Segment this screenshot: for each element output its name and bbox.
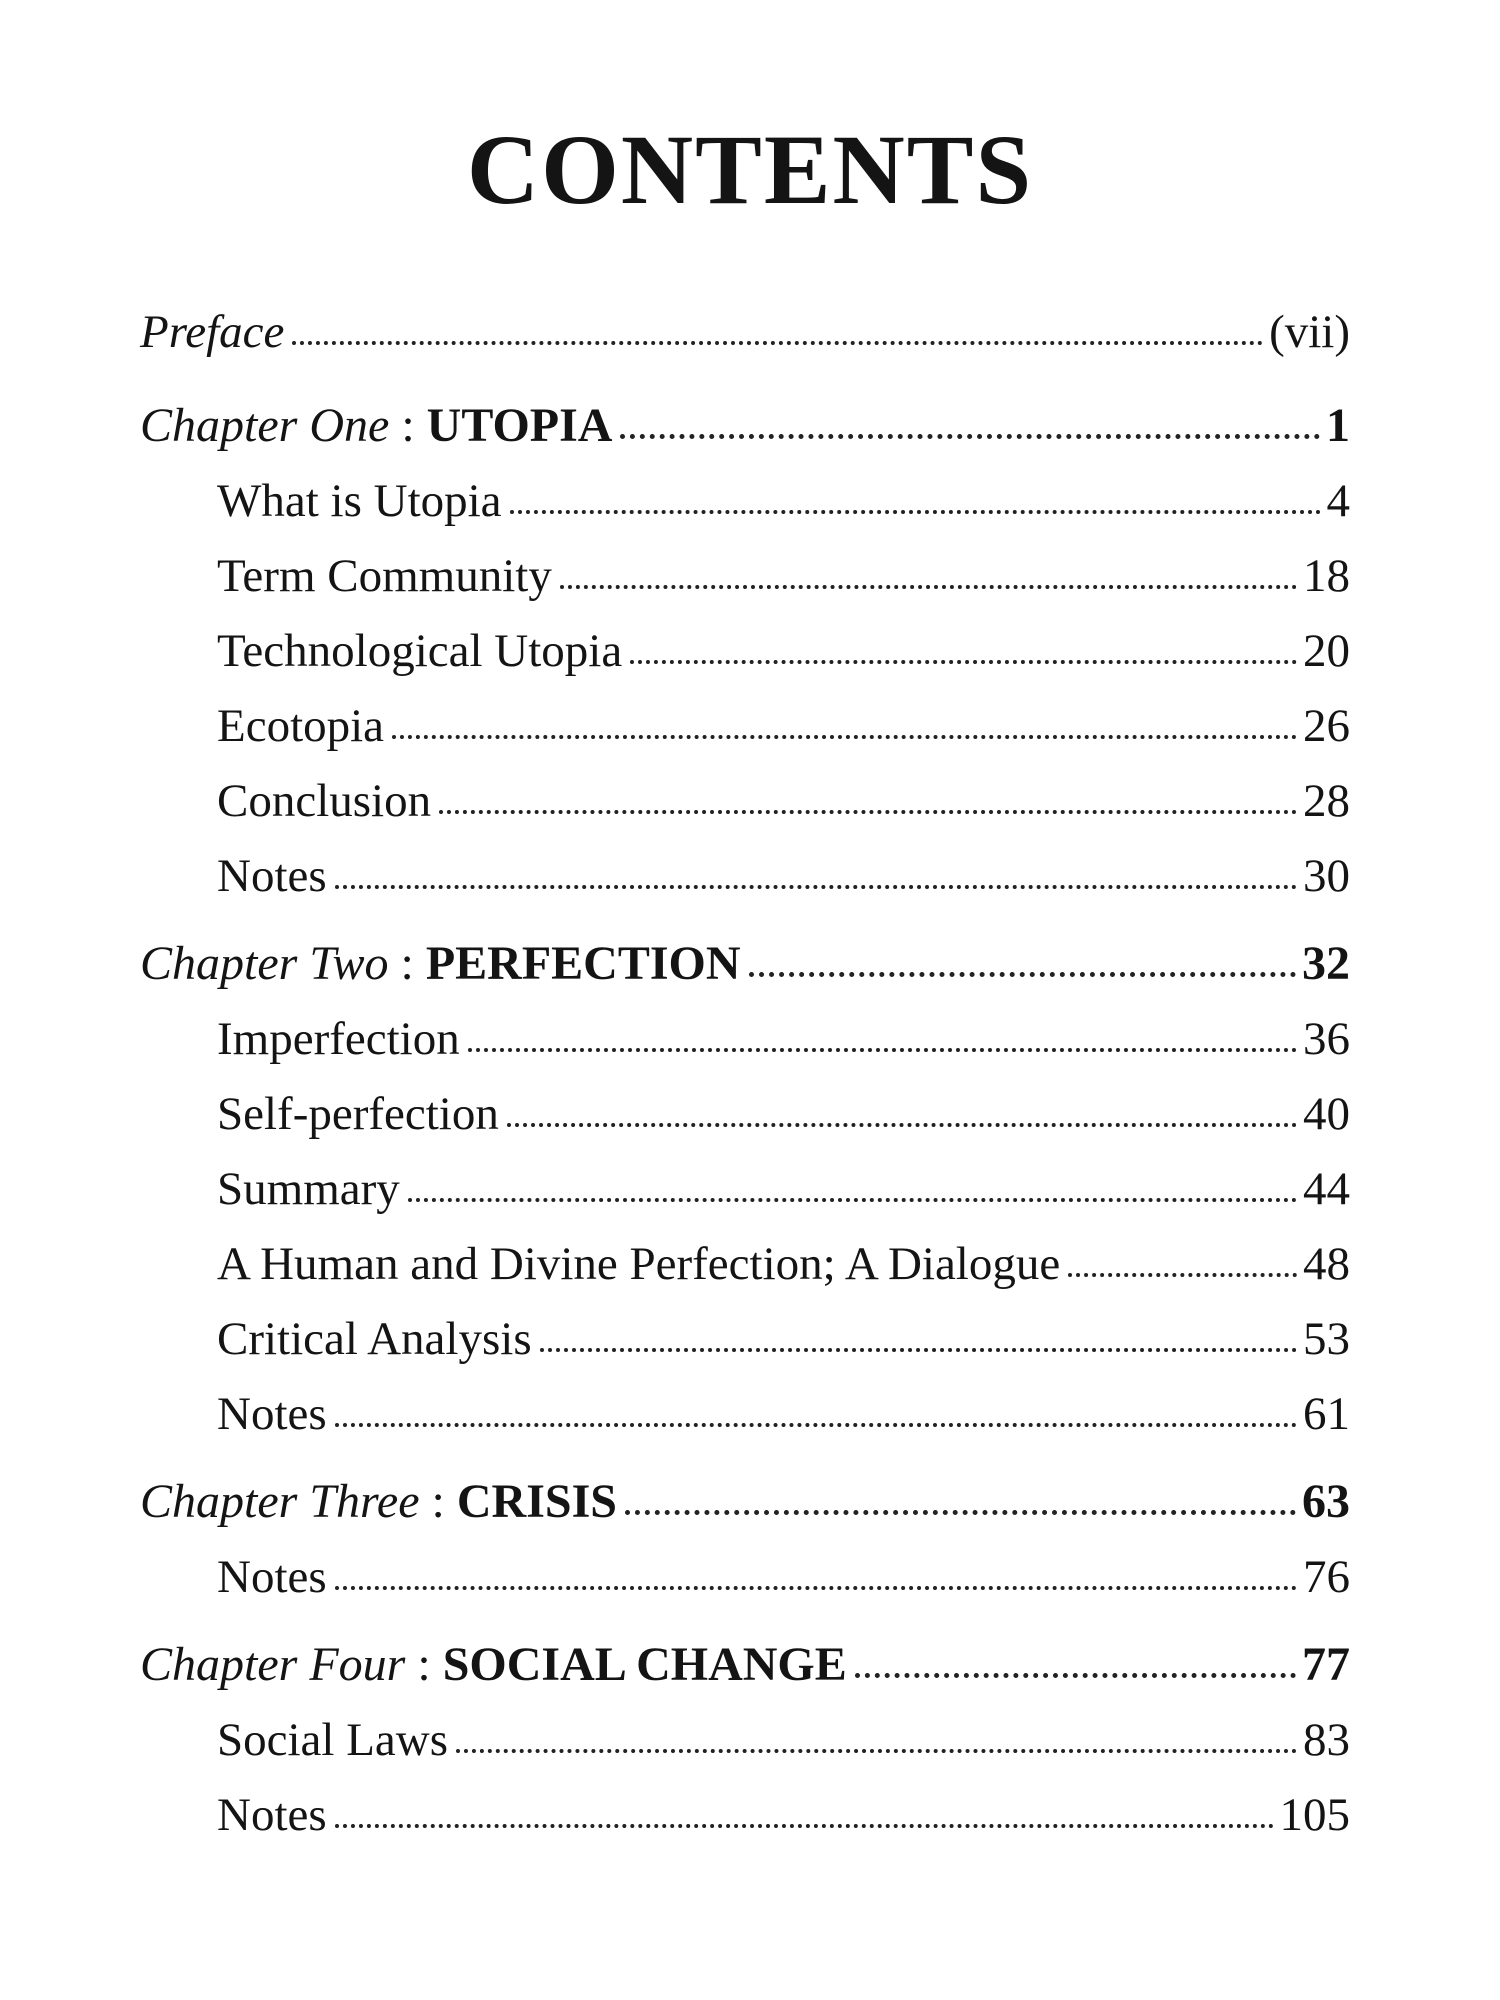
toc-section-entry[interactable] [217, 1382, 1350, 1446]
toc-section-entry[interactable] [217, 769, 1350, 833]
toc-section-entry[interactable] [217, 1307, 1350, 1371]
toc-entry-label: Notes [217, 1388, 327, 1440]
dot-leader [620, 434, 1320, 439]
toc-page-number: 83 [1303, 1714, 1350, 1766]
toc-section-entry[interactable] [217, 1007, 1350, 1071]
dot-leader [335, 885, 1297, 889]
toc-page-number: 30 [1303, 850, 1350, 902]
chapter-separator: : [405, 1638, 443, 1691]
toc-entry-label: Term Community [217, 550, 552, 602]
toc-entry-label: Conclusion [217, 775, 432, 827]
toc-entry-preface[interactable] [140, 300, 1350, 364]
toc-page-number: 48 [1303, 1238, 1350, 1290]
dot-leader [292, 341, 1263, 345]
chapter-prefix: Chapter Two [140, 937, 389, 990]
toc-entry-label: Summary [217, 1163, 400, 1215]
dot-leader [335, 1824, 1274, 1828]
toc-section-entry[interactable] [217, 1232, 1350, 1296]
toc-section-entry[interactable] [217, 1545, 1350, 1609]
dot-leader [456, 1749, 1297, 1753]
toc-page-number: 26 [1303, 700, 1350, 752]
toc-section-entry[interactable] [217, 1708, 1350, 1772]
dot-leader [1068, 1273, 1297, 1277]
dot-leader [507, 1123, 1297, 1127]
toc-section-entry[interactable] [217, 844, 1350, 908]
toc-entry-label: Technological Utopia [217, 625, 623, 677]
toc-entry-label: Notes [217, 1789, 327, 1841]
toc-entry-label: Notes [217, 1551, 327, 1603]
chapter-title: CRISIS [456, 1475, 617, 1528]
toc-section-entry[interactable] [217, 544, 1350, 608]
toc-entry-label: Preface [140, 306, 285, 358]
toc-page-number: 105 [1279, 1789, 1350, 1841]
toc-page-number: 44 [1303, 1163, 1350, 1215]
toc-entry-label: Ecotopia [217, 700, 385, 752]
toc-page-number: 77 [1302, 1638, 1350, 1691]
toc-chapter-two[interactable] [140, 932, 1350, 996]
dot-leader [630, 660, 1297, 664]
toc-section-entry[interactable] [217, 1082, 1350, 1146]
toc-page-number: 63 [1302, 1475, 1350, 1528]
toc-chapter-three[interactable] [140, 1470, 1350, 1534]
dot-leader [468, 1048, 1297, 1052]
dot-leader [540, 1348, 1297, 1352]
toc-page-number: 36 [1303, 1013, 1350, 1065]
dot-leader [335, 1423, 1297, 1427]
chapter-separator: : [388, 937, 426, 990]
toc-entry-label: Critical Analysis [217, 1313, 532, 1365]
toc-entry-label: Social Laws [217, 1714, 449, 1766]
toc-page-number: 20 [1303, 625, 1350, 677]
toc-entry-label: What is Utopia [217, 475, 502, 527]
chapter-prefix: Chapter Four [140, 1638, 406, 1691]
toc-page-number: 32 [1302, 937, 1350, 990]
chapter-title: UTOPIA [426, 399, 613, 452]
toc-entry-label: Self-perfection [217, 1088, 499, 1140]
dot-leader [392, 735, 1297, 739]
toc-chapter-one[interactable] [140, 394, 1350, 458]
dot-leader [439, 810, 1297, 814]
chapter-title: SOCIAL CHANGE [442, 1638, 847, 1691]
page-title: CONTENTS [466, 114, 1034, 225]
toc-entry-label: Notes [217, 850, 327, 902]
dot-leader [335, 1586, 1297, 1590]
toc-section-entry[interactable] [217, 1157, 1350, 1221]
chapter-title: PERFECTION [425, 937, 741, 990]
toc-page-number: 53 [1303, 1313, 1350, 1365]
toc-section-entry[interactable] [217, 1783, 1350, 1847]
dot-leader [408, 1198, 1297, 1202]
toc-section-entry[interactable] [217, 694, 1350, 758]
toc-entry-label: A Human and Divine Perfection; A Dialogue [217, 1238, 1061, 1290]
toc-page-number: 1 [1326, 399, 1350, 452]
toc-page-number: 76 [1303, 1551, 1350, 1603]
chapter-separator: : [389, 399, 427, 452]
chapter-prefix: Chapter One [140, 399, 390, 452]
dot-leader [749, 972, 1296, 977]
toc-section-entry[interactable] [217, 619, 1350, 683]
dot-leader [855, 1673, 1296, 1678]
toc-page-number: 61 [1303, 1388, 1350, 1440]
toc-entry-label: Imperfection [217, 1013, 460, 1065]
dot-leader [510, 510, 1321, 514]
toc-page-number: 4 [1326, 475, 1350, 527]
toc-page-number: 18 [1303, 550, 1350, 602]
toc-page-number: (vii) [1269, 306, 1350, 358]
toc-page-number: 40 [1303, 1088, 1350, 1140]
toc-page-number: 28 [1303, 775, 1350, 827]
dot-leader [625, 1510, 1296, 1515]
toc-section-entry[interactable] [217, 469, 1350, 533]
chapter-separator: : [419, 1475, 457, 1528]
toc-chapter-four[interactable] [140, 1633, 1350, 1697]
dot-leader [560, 585, 1297, 589]
chapter-prefix: Chapter Three [140, 1475, 420, 1528]
